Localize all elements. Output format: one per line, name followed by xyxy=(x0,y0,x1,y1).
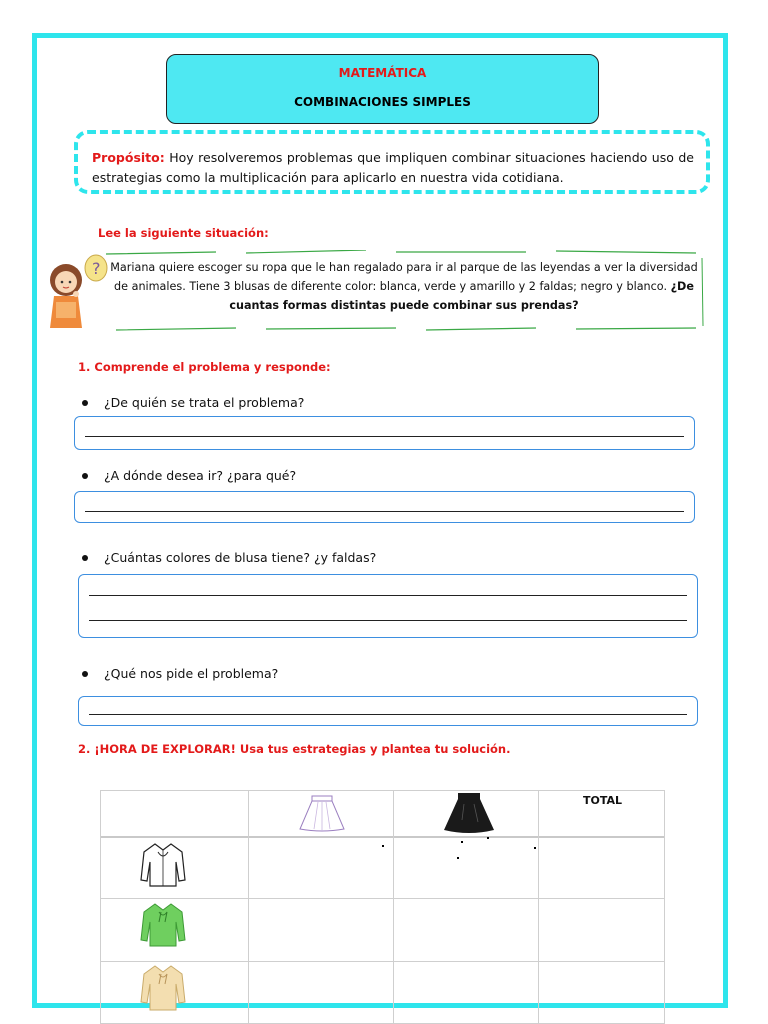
purpose-text: Hoy resolveremos problemas que impliquen combinar situaciones haciendo uso de estrategias como la multiplicación para aplicarlo en nuestra vida cotidiana. xyxy=(92,150,694,185)
section1-heading: 1. Comprende el problema y responde: xyxy=(78,360,331,374)
bullet-icon xyxy=(82,473,88,479)
white-skirt-icon xyxy=(296,793,348,833)
question-1-text: ¿De quién se trata el problema? xyxy=(104,395,305,410)
svg-text:?: ? xyxy=(92,259,101,278)
question-2 xyxy=(82,468,296,483)
purpose-label: Propósito: xyxy=(92,150,165,165)
question-4 xyxy=(82,666,278,681)
situation-heading: Lee la siguiente situación: xyxy=(98,226,269,240)
situation-body: Mariana quiere escoger su ropa que le han regalado para ir al parque de las leyendas a ver la diversidad de animales. Tiene 3 blusas de diferente color: blanca, verde y amarillo y 2 faldas; negro y blanco. xyxy=(110,261,698,293)
answer-box-4[interactable] xyxy=(78,696,698,726)
bullet-icon xyxy=(82,671,88,677)
question-3-text: ¿Cuántas colores de blusa tiene? ¿y faldas? xyxy=(104,550,377,565)
question-4-text: ¿Qué nos pide el problema? xyxy=(104,666,279,681)
section2-heading: 2. ¡HORA DE EXPLORAR! Usa tus estrategias y plantea tu solución. xyxy=(78,742,511,756)
total-header: TOTAL xyxy=(583,794,623,807)
subject-title: MATEMÁTICA xyxy=(338,66,427,80)
white-blouse-icon xyxy=(138,840,188,888)
speck xyxy=(382,845,384,847)
answer-line xyxy=(89,620,687,621)
situation-question: ¿De cuantas formas distintas puede combinar sus prendas? xyxy=(229,280,694,312)
situation-text xyxy=(104,258,704,315)
bullet-icon xyxy=(82,555,88,561)
speck xyxy=(461,841,463,843)
title-box xyxy=(166,54,599,124)
speck xyxy=(487,837,489,839)
answer-line xyxy=(89,714,687,715)
topic-title: COMBINACIONES SIMPLES xyxy=(294,95,471,109)
bullet-icon xyxy=(82,400,88,406)
situation-box xyxy=(96,250,706,332)
green-blouse-icon xyxy=(138,900,188,948)
answer-box-2[interactable] xyxy=(74,491,695,523)
answer-line xyxy=(85,511,684,512)
purpose-box xyxy=(74,130,710,194)
black-skirt-icon xyxy=(440,790,498,836)
speck xyxy=(534,847,536,849)
answer-line xyxy=(89,595,687,596)
question-1 xyxy=(82,395,304,410)
question-3 xyxy=(82,550,376,565)
answer-box-3[interactable] xyxy=(78,574,698,638)
question-2-text: ¿A dónde desea ir? ¿para qué? xyxy=(104,468,297,483)
yellow-blouse-icon xyxy=(138,962,188,1012)
answer-box-1[interactable] xyxy=(74,416,695,450)
speck xyxy=(457,857,459,859)
answer-line xyxy=(85,436,684,437)
